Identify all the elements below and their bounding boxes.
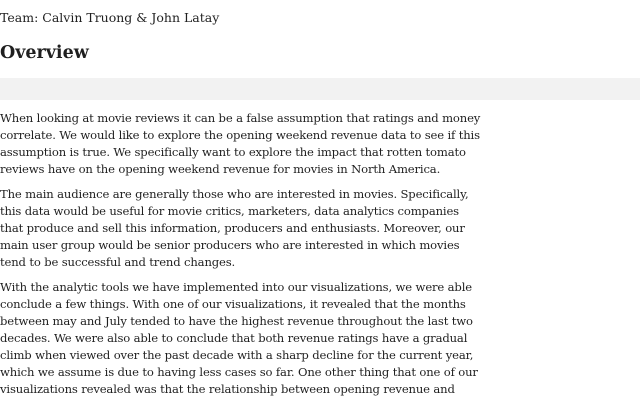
page-title: Overview — [0, 43, 89, 63]
overview-body — [0, 110, 481, 400]
text-line: The main audience are generally those who are interested in movies. Specifically, — [0, 187, 469, 201]
text-line: reviews have on the opening weekend revenue for movies in North America. — [0, 162, 441, 176]
text-line: that produce and sell this information, producers and enthusiasts. Moreover, our — [0, 221, 465, 235]
text-line: decades. We were also able to conclude that both revenue ratings have a gradual — [0, 331, 468, 345]
text-line: between may and July tended to have the highest revenue throughout the last two — [0, 314, 473, 328]
text-line: climb when viewed over the past decade with a sharp decline for the current year, — [0, 348, 474, 362]
section-divider-band — [0, 78, 640, 100]
text-line: correlate. We would like to explore the opening weekend revenue data to see if this — [0, 128, 480, 142]
paragraph-purpose — [0, 110, 481, 178]
text-line: When looking at movie reviews it can be a false assumption that ratings and money — [0, 111, 481, 125]
paragraph-audience — [0, 186, 469, 271]
text-line: this data would be useful for movie critics, marketers, data analytics companies — [0, 204, 459, 218]
text-line: assumption is true. We specifically want to explore the impact that rotten tomato — [0, 145, 466, 159]
text-line: tend to be successful and trend changes. — [0, 255, 236, 269]
paragraph-findings — [0, 279, 478, 398]
team-credits: Team: Calvin Truong & John Latay — [0, 10, 220, 25]
text-line: which we assume is due to having less cases so far. One other thing that one of our — [0, 365, 478, 379]
text-line: With the analytic tools we have implemented into our visualizations, we were able — [0, 280, 472, 294]
text-line: main user group would be senior producers who are interested in which movies — [0, 238, 460, 252]
text-line: conclude a few things. With one of our visualizations, it revealed that the months — [0, 297, 466, 311]
text-line: visualizations revealed was that the relationship between opening revenue and — [0, 382, 455, 396]
